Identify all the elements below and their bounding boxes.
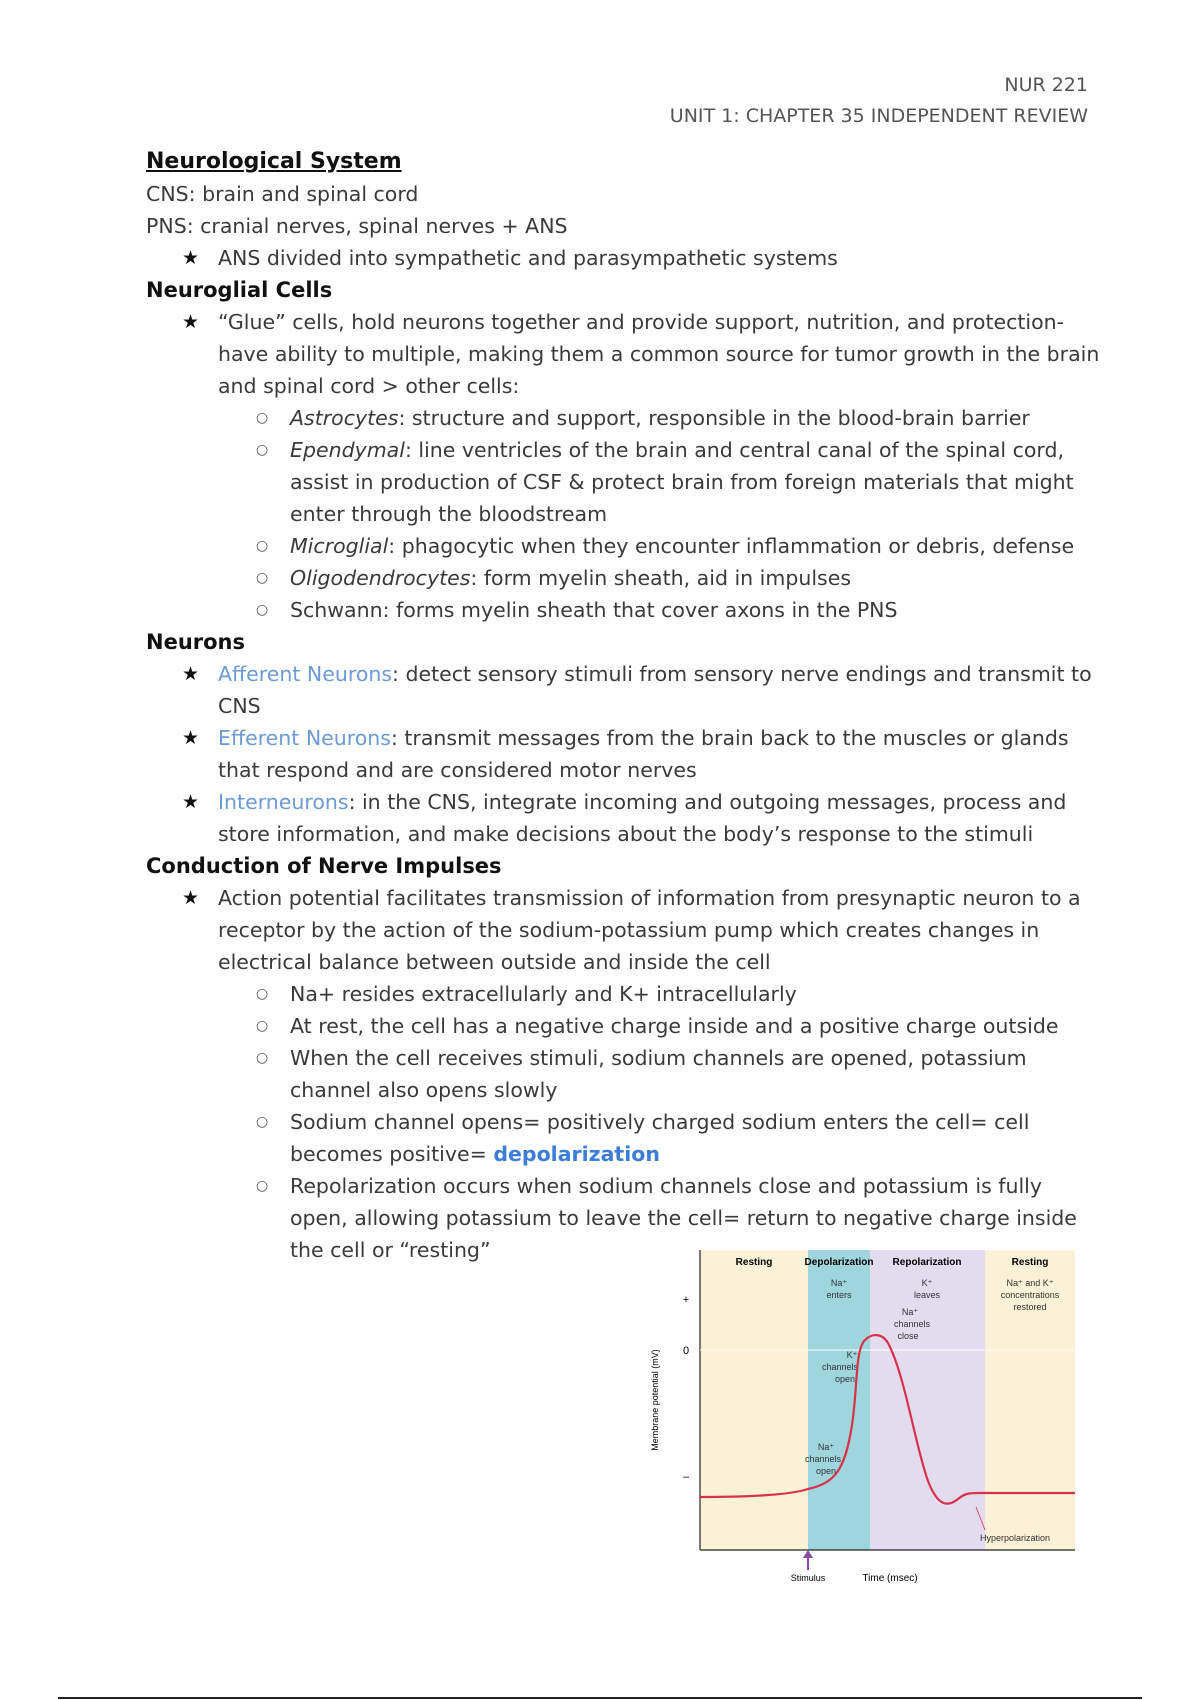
resting-bg-left [700,1250,808,1550]
star-item: ★ “Glue” cells, hold neurons together and provide support, nutrition, and protection- have ability to multiple, making them a common source for tumor growth in the brain and spinal cord > other cells: [146,306,1086,402]
annot-restored-2: concentrations [1000,1290,1060,1300]
section-title-neurological: Neurological System [146,149,402,174]
annot-na-close-1: Na⁺ [901,1307,919,1317]
cns-line: CNS: brain and spinal cord [146,182,419,206]
annot-na-close-2: channels [893,1319,931,1329]
page-header [670,70,1088,132]
sub-item: ○ Repolarization occurs when sodium channels close and potassium is fully open, allowing potassium to leave the cell= return to negative charge inside the cell or “resting” [146,1170,1086,1266]
y-tick-plus: + [682,1294,690,1306]
star-item-interneurons: ★ Interneurons: in the CNS, integrate incoming and outgoing messages, process and store information, and make decisions about the body’s response to the stimuli [146,786,1086,850]
course-code: NUR 221 [1004,74,1088,96]
annot-na-open-3: open [815,1466,837,1476]
sub-item-microglial: ○ Microglial: phagocytic when they encounter inflammation or debris, defense [146,530,1086,562]
star-item-afferent: ★ Afferent Neurons: detect sensory stimuli from sensory nerve endings and transmit to CNS [146,658,1086,722]
circle-bullet-icon: ○ [256,1050,269,1066]
sub-item: ○ At rest, the cell has a negative charge inside and a positive charge outside [146,1010,1086,1042]
star-icon: ★ [182,791,200,813]
depolarization-term: depolarization [493,1142,660,1166]
notes-body [146,146,1100,1266]
annot-na-open-2: channels [804,1454,842,1464]
footer-divider [58,1697,1142,1699]
annot-k-leaves-2: leaves [913,1290,941,1300]
x-axis-label: Time (msec) [862,1573,918,1584]
circle-bullet-icon: ○ [256,410,269,426]
pns-line: PNS: cranial nerves, spinal nerves + ANS [146,214,568,238]
unit-title: UNIT 1: CHAPTER 35 INDEPENDENT REVIEW [669,105,1088,127]
sub-item: ○ Sodium channel opens= positively charged sodium enters the cell= cell becomes positive= depolarization [146,1106,1086,1170]
stimulus-arrowhead-icon [803,1550,813,1558]
star-item-efferent: ★ Efferent Neurons: transmit messages from the brain back to the muscles or glands that respond and are considered motor nerves [146,722,1086,786]
annot-k-leaves-1: K⁺ [921,1278,933,1288]
phase-label-resting-2: Resting [1011,1257,1049,1268]
sub-item-schwann: ○ Schwann: forms myelin sheath that cover axons in the PNS [146,594,1086,626]
phase-label-repolarization: Repolarization [892,1257,962,1268]
section-title-neurons: Neurons [146,630,246,654]
sub-item-astrocytes: ○ Astrocytes: structure and support, responsible in the blood-brain barrier [146,402,1086,434]
star-icon: ★ [182,311,200,333]
star-icon: ★ [182,887,200,909]
sub-item: ○ Na+ resides extracellularly and K+ intracellularly [146,978,1086,1010]
sub-item: ○ When the cell receives stimuli, sodium channels are opened, potassium channel also opens slowly [146,1042,1086,1106]
circle-bullet-icon: ○ [256,1018,269,1034]
circle-bullet-icon: ○ [256,1114,269,1130]
star-icon: ★ [182,247,200,269]
annot-na-close-3: close [897,1331,919,1341]
star-icon: ★ [182,727,200,749]
annot-k-open-3: open [834,1374,856,1384]
y-axis-label: Membrane potential (mV) [650,1349,660,1451]
star-item: ★ Action potential facilitates transmission of information from presynaptic neuron to a receptor by the action of the sodium-potassium pump which creates changes in electrical balance between outside and inside the cell [146,882,1086,978]
y-tick-minus: – [682,1471,690,1483]
annot-na-enters-2: enters [826,1290,852,1300]
sub-item-oligodendrocytes: ○ Oligodendrocytes: form myelin sheath, aid in impulses [146,562,1086,594]
annot-k-open-2: channels [821,1362,859,1372]
star-item: ★ ANS divided into sympathetic and parasympathetic systems [146,242,1086,274]
circle-bullet-icon: ○ [256,538,269,554]
circle-bullet-icon: ○ [256,442,269,458]
circle-bullet-icon: ○ [256,1178,269,1194]
phase-label-resting: Resting [735,1257,773,1268]
annot-na-enters-1: Na⁺ [830,1278,848,1288]
stimulus-label: Stimulus [790,1573,826,1583]
annot-hyperpolarization: Hyperpolarization [979,1533,1051,1543]
action-potential-chart [640,1245,1080,1595]
y-tick-zero: 0 [682,1345,690,1357]
annot-restored-3: restored [1013,1302,1047,1312]
section-title-neuroglial: Neuroglial Cells [146,278,333,302]
annot-na-open-1: Na⁺ [817,1442,835,1452]
star-icon: ★ [182,663,200,685]
section-title-conduction: Conduction of Nerve Impulses [146,854,502,878]
annot-k-open-1: K⁺ [846,1350,858,1360]
circle-bullet-icon: ○ [256,602,269,618]
phase-label-depolarization: Depolarization [804,1257,874,1268]
circle-bullet-icon: ○ [256,570,269,586]
sub-item-ependymal: ○ Ependymal: line ventricles of the brain and central canal of the spinal cord, assist in production of CSF & protect brain from foreign materials that might enter through the bloodstream [146,434,1086,530]
circle-bullet-icon: ○ [256,986,269,1002]
annot-restored-1: Na⁺ and K⁺ [1006,1278,1054,1288]
